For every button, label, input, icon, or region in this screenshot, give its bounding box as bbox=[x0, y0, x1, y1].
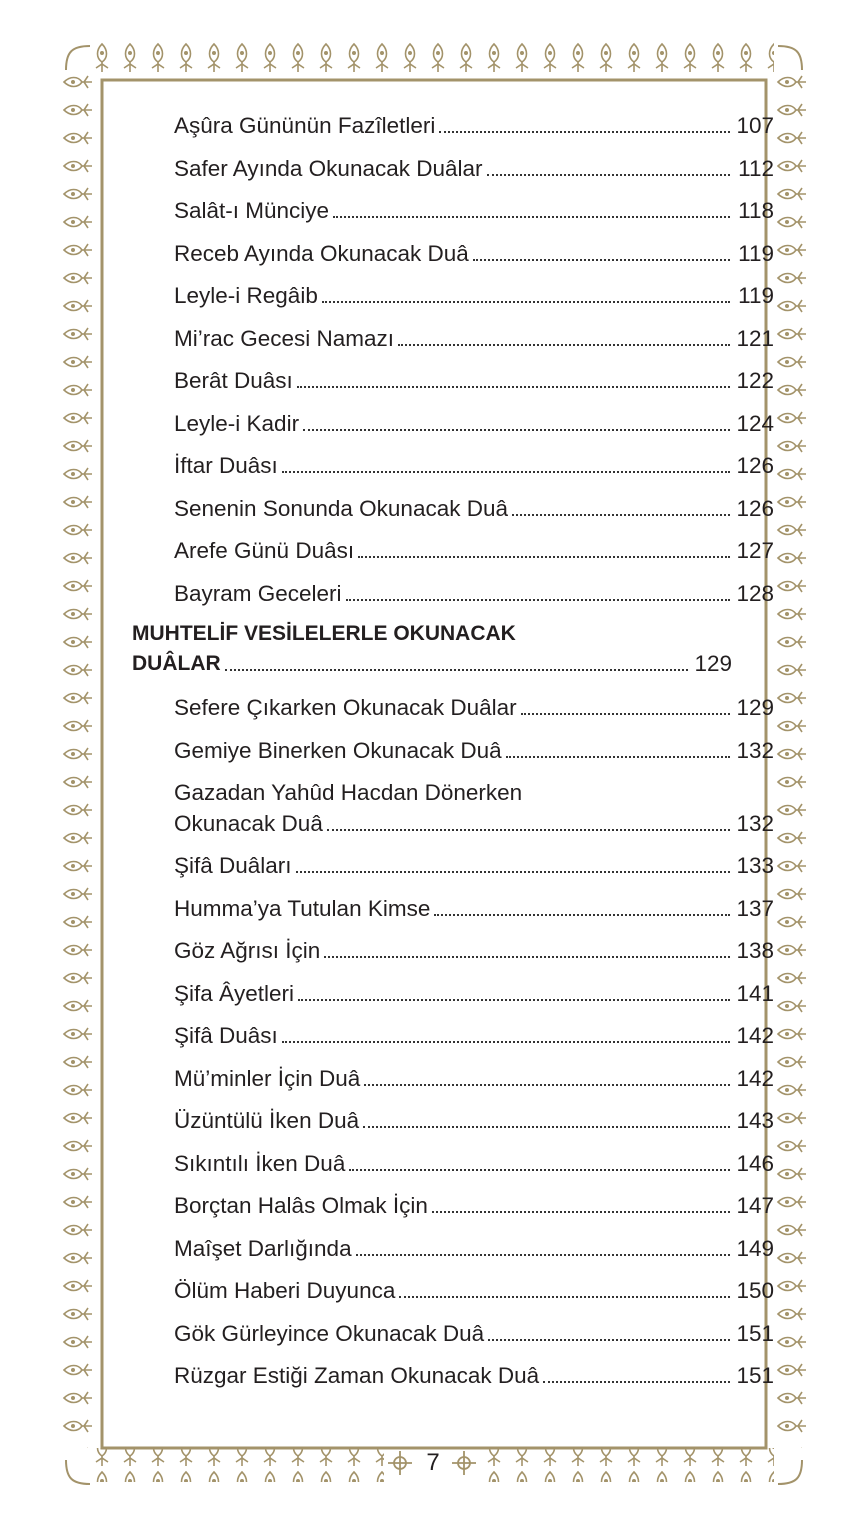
toc-entry-title-line1: Gazadan Yahûd Hacdan Dönerken bbox=[174, 780, 523, 805]
toc-entry-page: 119 bbox=[738, 283, 774, 308]
toc-entry-page: 142 bbox=[736, 1065, 774, 1091]
toc-entry-page: 118 bbox=[738, 198, 774, 223]
dot-leader bbox=[349, 1168, 730, 1171]
toc-entry bbox=[132, 1150, 774, 1178]
toc-entry bbox=[132, 1235, 774, 1263]
toc-entry-title: Gök Gürleyince Okunacak Duâ bbox=[174, 1320, 485, 1346]
dot-leader bbox=[364, 1083, 730, 1086]
toc-entry bbox=[132, 1022, 774, 1050]
toc-entry-page: 129 bbox=[736, 695, 774, 720]
toc-entry bbox=[132, 937, 774, 965]
toc-entry-title: Sıkıntılı İken Duâ bbox=[174, 1150, 346, 1176]
toc-entry-title: Ölüm Haberi Duyunca bbox=[174, 1278, 396, 1303]
toc-entry bbox=[132, 1362, 774, 1390]
dot-leader bbox=[398, 343, 730, 346]
toc-entry bbox=[132, 410, 774, 438]
toc-entry-title: Safer Ayında Okunacak Duâlar bbox=[174, 155, 483, 181]
toc-entry-title: Leyle-i Kadir bbox=[174, 410, 300, 436]
toc-entry bbox=[132, 980, 774, 1008]
toc-entry bbox=[132, 1277, 774, 1305]
toc-entry bbox=[132, 155, 774, 183]
toc-entry-title: Leyle-i Regâib bbox=[174, 283, 318, 308]
toc-entry-title: Receb Ayında Okunacak Duâ bbox=[174, 240, 469, 266]
toc-entry-title: Mü’minler İçin Duâ bbox=[174, 1065, 361, 1091]
dot-leader bbox=[346, 598, 730, 601]
toc-entry bbox=[132, 737, 774, 765]
toc-entry-page: 122 bbox=[736, 368, 774, 393]
dot-leader bbox=[506, 755, 730, 758]
toc-entry-page: 147 bbox=[736, 1193, 774, 1218]
toc-entry bbox=[132, 367, 774, 395]
dot-leader bbox=[358, 555, 730, 558]
toc-entry-title: İftar Duâsı bbox=[174, 453, 278, 478]
toc-entry-title: Şifâ Duâları bbox=[174, 853, 292, 878]
toc-entry-title: Maîşet Darlığında bbox=[174, 1235, 352, 1261]
toc-entry-title: Sefere Çıkarken Okunacak Duâlar bbox=[174, 695, 517, 720]
toc-entry bbox=[132, 1320, 774, 1348]
toc-entry-page: 149 bbox=[736, 1235, 774, 1261]
toc-entry-title: Aşûra Gününün Fazîletleri bbox=[174, 113, 436, 138]
toc-entry-page: 129 bbox=[694, 651, 732, 676]
toc-entry-title: Mi’rac Gecesi Namazı bbox=[174, 325, 395, 351]
toc-entry bbox=[132, 197, 774, 225]
toc-entry bbox=[132, 325, 774, 353]
toc-entry bbox=[132, 810, 774, 838]
toc-entry-page: 132 bbox=[736, 811, 774, 836]
toc-entry bbox=[132, 495, 774, 523]
dot-leader bbox=[297, 385, 730, 388]
toc-entry-title: Humma’ya Tutulan Kimse bbox=[174, 895, 431, 921]
toc-entry bbox=[132, 1192, 774, 1220]
dot-leader bbox=[333, 215, 730, 218]
toc-entry-page: 112 bbox=[738, 155, 774, 181]
toc-entry bbox=[132, 112, 774, 140]
dot-leader bbox=[282, 470, 730, 473]
dot-leader bbox=[512, 513, 730, 516]
toc-entry-page: 119 bbox=[738, 240, 774, 266]
toc-entry-title: Üzüntülü İken Duâ bbox=[174, 1108, 360, 1133]
toc-entry-title: Okunacak Duâ bbox=[174, 811, 323, 836]
toc-entry bbox=[132, 240, 774, 268]
toc-entry-page: 133 bbox=[736, 853, 774, 878]
toc-entry-title: Salât-ı Münciye bbox=[174, 198, 330, 223]
dot-leader bbox=[356, 1253, 730, 1256]
toc-entry-page: 132 bbox=[736, 737, 774, 763]
toc-entry-page: 127 bbox=[736, 538, 774, 563]
dot-leader bbox=[488, 1338, 730, 1341]
dot-leader bbox=[327, 828, 730, 831]
toc-entry-page: 150 bbox=[736, 1278, 774, 1303]
dot-leader bbox=[296, 870, 730, 873]
toc-entry-page: 107 bbox=[736, 113, 774, 138]
toc-entry-page: 126 bbox=[736, 495, 774, 521]
dot-leader bbox=[487, 173, 730, 176]
dot-leader bbox=[434, 913, 730, 916]
toc-entry bbox=[132, 452, 774, 480]
toc-entry-page: 151 bbox=[736, 1320, 774, 1346]
dot-leader bbox=[543, 1380, 730, 1383]
toc-entry-title: Arefe Günü Duâsı bbox=[174, 538, 355, 563]
dot-leader bbox=[521, 712, 730, 715]
dot-leader bbox=[225, 668, 688, 671]
toc-entry bbox=[132, 580, 774, 608]
toc-entry-page: 121 bbox=[736, 325, 774, 351]
toc-entry bbox=[132, 694, 774, 722]
toc-entry-title: Şifâ Duâsı bbox=[174, 1023, 278, 1048]
toc-entry-title: Senenin Sonunda Okunacak Duâ bbox=[174, 495, 508, 521]
section-heading-entry bbox=[132, 650, 732, 678]
toc-entry bbox=[132, 852, 774, 880]
dot-leader bbox=[473, 258, 730, 261]
dot-leader bbox=[363, 1125, 730, 1128]
toc-entry-page: 128 bbox=[736, 580, 774, 606]
toc-entry-title: Borçtan Halâs Olmak İçin bbox=[174, 1193, 428, 1218]
dot-leader bbox=[303, 428, 730, 431]
toc-entry-page: 124 bbox=[736, 410, 774, 436]
dot-leader bbox=[298, 998, 730, 1001]
toc-entry bbox=[132, 895, 774, 923]
toc-entry-page: 151 bbox=[736, 1363, 774, 1388]
dot-leader bbox=[282, 1040, 730, 1043]
section-heading: MUHTELİF VESİLELERLE OKUNACAK bbox=[132, 622, 516, 645]
toc-entry-page: 142 bbox=[736, 1023, 774, 1048]
toc-entry-page: 137 bbox=[736, 895, 774, 921]
toc-entry bbox=[132, 537, 774, 565]
toc-entry bbox=[132, 1065, 774, 1093]
toc-entry-title: Gemiye Binerken Okunacak Duâ bbox=[174, 737, 502, 763]
toc-entry-title: Bayram Geceleri bbox=[174, 580, 342, 606]
toc-entry bbox=[132, 1107, 774, 1135]
toc-entry-page: 126 bbox=[736, 453, 774, 478]
dot-leader bbox=[324, 955, 730, 958]
toc-entry-page: 138 bbox=[736, 938, 774, 963]
toc-entry-title: Şifa Âyetleri bbox=[174, 980, 295, 1006]
toc-entry-title: Berât Duâsı bbox=[174, 368, 293, 393]
dot-leader bbox=[322, 300, 730, 303]
dot-leader bbox=[439, 130, 730, 133]
dot-leader bbox=[399, 1295, 730, 1298]
toc-entry-title: Göz Ağrısı İçin bbox=[174, 938, 321, 963]
toc-entry-page: 146 bbox=[736, 1150, 774, 1176]
dot-leader bbox=[432, 1210, 730, 1213]
toc-entry-page: 143 bbox=[736, 1108, 774, 1133]
toc-entry-title: Rüzgar Estiği Zaman Okunacak Duâ bbox=[174, 1363, 540, 1388]
toc-entry-page: 141 bbox=[736, 980, 774, 1006]
toc-entry bbox=[132, 282, 774, 310]
page-number: 7 bbox=[426, 1449, 440, 1476]
section-heading-title: DUÂLAR bbox=[132, 652, 221, 675]
